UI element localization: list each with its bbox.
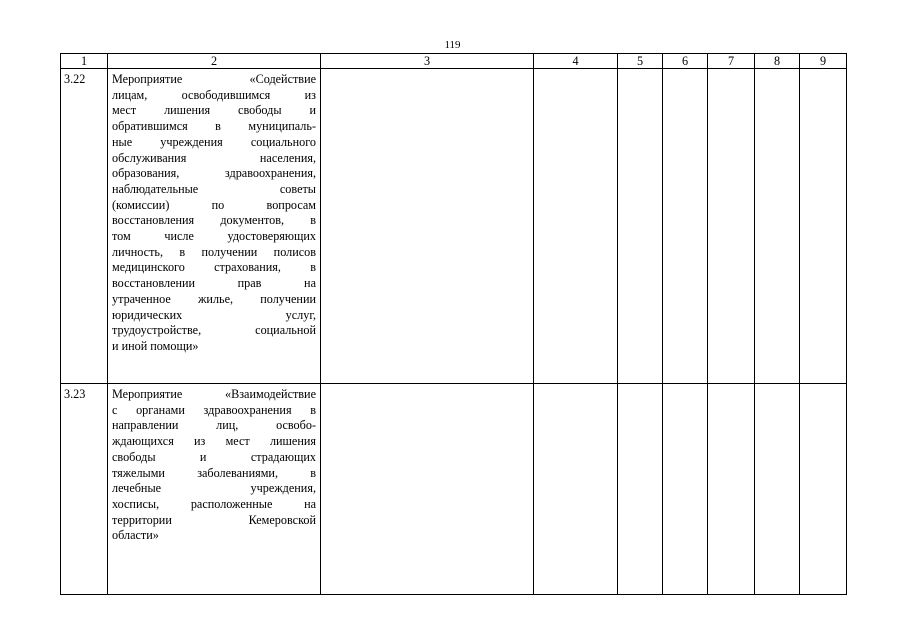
text-line: ные учреждения социального — [112, 134, 316, 149]
empty-cell-col7 — [708, 384, 755, 595]
column-header-9: 9 — [800, 54, 847, 69]
empty-cell-col8 — [755, 384, 800, 595]
text-line: наблюдательные советы — [112, 181, 316, 196]
column-header-5: 5 — [618, 54, 663, 69]
text-line: личность, в получении полисов — [112, 244, 316, 259]
text-line: (комиссии) по вопросам — [112, 197, 316, 212]
text-line: том числе удостоверяющих — [112, 229, 316, 244]
column-header-3: 3 — [321, 54, 534, 69]
text-line: мест лишения свободы и — [112, 103, 316, 118]
text-line: Мероприятие «Содействие — [112, 72, 316, 86]
column-header-7: 7 — [708, 54, 755, 69]
empty-cell-col6 — [663, 69, 708, 384]
empty-cell-col5 — [618, 69, 663, 384]
page-number: 119 — [444, 39, 461, 51]
text-line: лечебные учреждения, — [112, 481, 316, 496]
text-line: восстановлении прав на — [112, 276, 316, 291]
column-header-1: 1 — [61, 54, 108, 69]
row-number: 3.22 — [61, 69, 108, 384]
header-row — [61, 54, 847, 69]
measures-table — [60, 53, 847, 595]
empty-cell-col6 — [663, 384, 708, 595]
table-row — [61, 69, 847, 384]
empty-cell-col4 — [534, 384, 618, 595]
empty-cell-col5 — [618, 384, 663, 595]
text-line: Мероприятие «Взаимодействие — [112, 387, 316, 401]
text-line: медицинского страхования, в — [112, 260, 316, 275]
text-line: и иной помощи» — [112, 338, 199, 353]
empty-cell-col9 — [800, 69, 847, 384]
column-header-4: 4 — [534, 54, 618, 69]
text-line: области» — [112, 528, 159, 543]
text-line: ждающихся из мест лишения — [112, 434, 316, 449]
empty-cell-col7 — [708, 69, 755, 384]
empty-cell-col3 — [321, 69, 534, 384]
text-line: трудоустройстве, социальной — [112, 323, 316, 338]
text-line: образования, здравоохранения, — [112, 166, 316, 181]
text-line: свободы и страдающих — [112, 449, 316, 464]
measure-description — [108, 384, 321, 595]
table-row — [61, 384, 847, 595]
empty-cell-col4 — [534, 69, 618, 384]
text-line: хосписы, расположенные на — [112, 496, 316, 511]
column-header-8: 8 — [755, 54, 800, 69]
text-line: юридических услуг, — [112, 307, 316, 322]
text-line: тяжелыми заболеваниями, в — [112, 465, 316, 480]
column-header-2: 2 — [108, 54, 321, 69]
empty-cell-col9 — [800, 384, 847, 595]
text-line: восстановления документов, в — [112, 213, 316, 228]
text-line: обратившимся в муниципаль- — [112, 119, 316, 134]
text-line: с органами здравоохранения в — [112, 402, 316, 417]
text-line: обслуживания населения, — [112, 150, 316, 165]
measure-description — [108, 69, 321, 384]
column-header-6: 6 — [663, 54, 708, 69]
text-line: территории Кемеровской — [112, 512, 316, 527]
text-line: направлении лиц, освобо- — [112, 418, 316, 433]
row-number: 3.23 — [61, 384, 108, 595]
text-line: лицам, освободившимся из — [112, 87, 316, 102]
text-line: утраченное жилье, получении — [112, 291, 316, 306]
empty-cell-col3 — [321, 384, 534, 595]
empty-cell-col8 — [755, 69, 800, 384]
